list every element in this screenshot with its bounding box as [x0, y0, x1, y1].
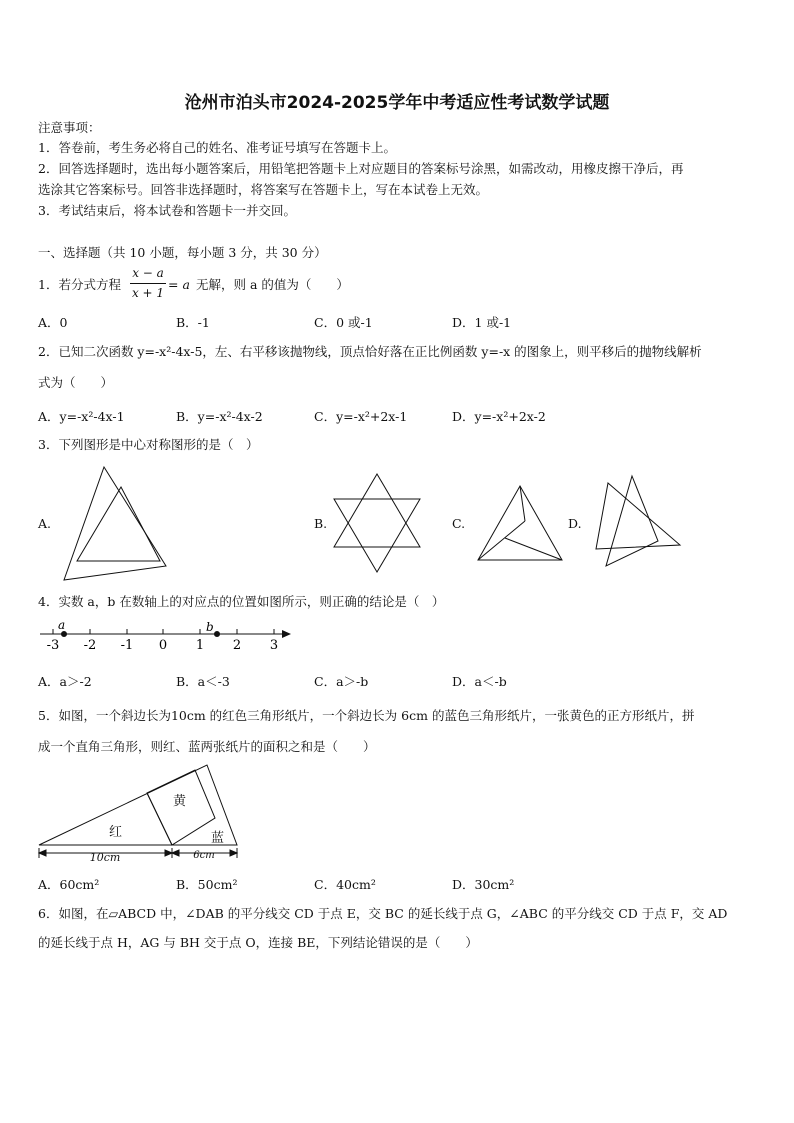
- q4-option-c: C．a＞-b: [314, 674, 369, 689]
- q4-tick-label: 0: [158, 638, 168, 653]
- q2-option-a: A．y=-x²-4x-1: [38, 409, 125, 424]
- notice-item-3: 3．考试结束后，将本试卷和答题卡一并交回。: [38, 203, 296, 218]
- q3-label-d: D.: [568, 516, 582, 531]
- q5-option-d: D．30cm²: [452, 877, 515, 892]
- q3-label-a: A.: [38, 516, 52, 531]
- q5-text-line1: 5．如图，一个斜边长为10cm 的红色三角形纸片，一个斜边长为 6cm 的蓝色三角形纸片，一张黄色的正方形纸片，拼: [38, 708, 695, 723]
- q5-dim-red: 10cm: [89, 851, 121, 864]
- q5-text-line2: 成一个直角三角形，则红、蓝两张纸片的面积之和是（ ）: [38, 739, 376, 754]
- q2-option-c: C．y=-x²+2x-1: [314, 409, 408, 424]
- q4-tick-label: 2: [232, 638, 242, 653]
- q5-label-yellow: 黄: [173, 794, 187, 809]
- q6-text-line2: 的延长线于点 H，AG 与 BH 交于点 O，连接 BE，下列结论错误的是（ ）: [38, 935, 478, 950]
- q5-label-blue: 蓝: [211, 831, 225, 846]
- notice-heading: 注意事项：: [38, 120, 101, 135]
- q1-option-d: D．1 或-1: [452, 315, 512, 330]
- q4-tick-label: -3: [46, 638, 60, 653]
- notice-item-1: 1．答卷前，考生务必将自己的姓名、准考证号填写在答题卡上。: [38, 140, 396, 155]
- q2-text-line1: 2．已知二次函数 y=-x²-4x-5，左、右平移该抛物线，顶点恰好落在正比例函数 y=-x 的图象上，则平移后的抛物线解析: [38, 344, 702, 359]
- q3-label-c: C.: [452, 516, 466, 531]
- q4-label-a: a: [58, 618, 66, 632]
- q4-tick-label: 3: [269, 638, 279, 653]
- q4-option-b: B．a＜-3: [176, 674, 230, 689]
- section-heading: 一、选择题（共 10 小题，每小题 3 分，共 30 分）: [38, 245, 327, 260]
- q1-fraction-numerator: x − a: [132, 266, 164, 280]
- q5-option-a: A．60cm²: [38, 877, 100, 892]
- q6-text-line1: 6．如图，在▱ABCD 中，∠DAB 的平分线交 CD 于点 E，交 BC 的延长线于点 G，∠ABC 的平分线交 CD 于点 F，交 AD: [38, 906, 728, 921]
- q2-text-line2: 式为（ ）: [38, 375, 114, 390]
- q4-label-b: b: [206, 620, 214, 634]
- q4-text: 4．实数 a，b 在数轴上的对应点的位置如图所示，则正确的结论是（ ）: [38, 594, 445, 609]
- q2-option-d: D．y=-x²+2x-2: [452, 409, 546, 424]
- q4-tick-label: -2: [83, 638, 97, 653]
- q1-equals: = a: [168, 277, 190, 292]
- q1-option-c: C．0 或-1: [314, 315, 373, 330]
- q4-option-a: A．a＞-2: [38, 674, 92, 689]
- q4-tick-label: -1: [120, 638, 134, 653]
- notice-item-2-cont: 选涂其它答案标号。回答非选择题时，将答案写在答题卡上，写在本试卷上无效。: [38, 182, 489, 197]
- q4-tick-label: 1: [195, 638, 205, 653]
- q3-text: 3．下列图形是中心对称图形的是（ ）: [38, 437, 259, 452]
- q1-option-b: B．-1: [176, 315, 210, 330]
- q1-suffix: 无解，则 a 的值为（ ）: [196, 277, 349, 292]
- notice-item-2: 2．回答选择题时，选出每小题答案后，用铅笔把答题卡上对应题目的答案标号涂黑，如需改动，用橡皮擦干净后，再: [38, 161, 684, 176]
- q3-label-b: B.: [314, 516, 328, 531]
- q5-label-red: 红: [109, 825, 123, 840]
- q4-option-d: D．a＜-b: [452, 674, 507, 689]
- q5-option-c: C．40cm²: [314, 877, 376, 892]
- q5-dim-blue: 6cm: [193, 850, 215, 861]
- q1-option-a: A．0: [38, 315, 68, 330]
- q1-prefix: 1．若分式方程: [38, 277, 121, 292]
- q2-option-b: B．y=-x²-4x-2: [176, 409, 263, 424]
- q1-fraction-denominator: x + 1: [131, 286, 165, 300]
- q5-option-b: B．50cm²: [176, 877, 238, 892]
- page-title: 沧州市泊头市2024-2025学年中考适应性考试数学试题: [184, 93, 610, 113]
